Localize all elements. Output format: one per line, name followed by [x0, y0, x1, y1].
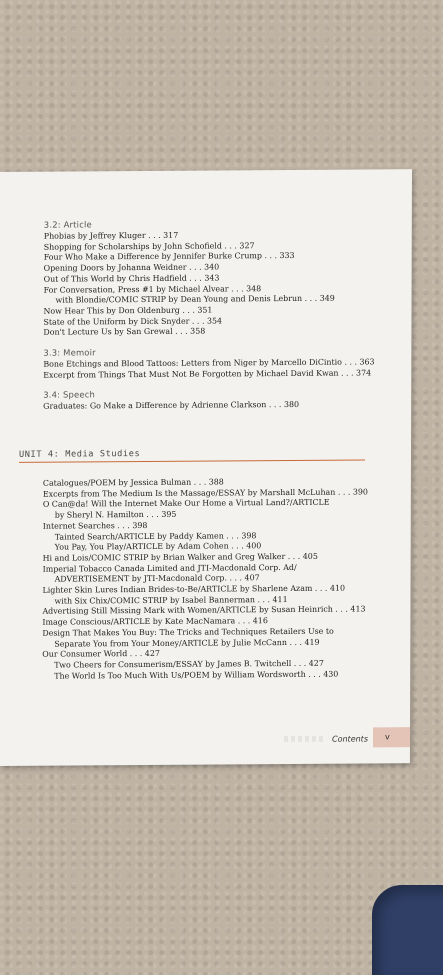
section-title: 3.3: Memoir: [43, 347, 96, 358]
toc-entry-sub: Separate You from Your Money/ARTICLE by Julie McCann . . . 419: [54, 637, 320, 649]
toc-entry-sub: You Pay, You Play/ARTICLE by Adam Cohen . . . 400: [54, 541, 262, 552]
toc-entry: Shopping for Scholarships by John Schofield . . . 327: [43, 240, 255, 252]
toc-entry: Image Conscious/ARTICLE by Kate MacNamara . . . 416: [42, 616, 268, 627]
section-title: 3.2: Article: [43, 219, 92, 230]
toc-entry: Excerpt from Things That Must Not Be Forgotten by Michael David Kwan . . . 374: [43, 368, 372, 380]
toc-entry: Phobias by Jeffrey Kluger . . . 317: [43, 230, 179, 241]
page-number: v: [385, 732, 390, 742]
toc-entry-sub: Tainted Search/ARTICLE by Paddy Kamen . . . 398: [54, 530, 257, 542]
toc-entry: For Conversation, Press #1 by Michael Alvear . . . 348: [43, 283, 262, 295]
section-3-3: [43, 345, 403, 381]
section-3-4: [43, 388, 403, 413]
toc-entry: O Can@da! Will the Internet Make Our Home a Virtual Land?/ARTICLE: [42, 498, 330, 510]
toc-entry: Internet Searches . . . 398: [42, 520, 148, 531]
toc-entry: State of the Uniform by Dick Snyder . . . 354: [43, 316, 223, 327]
toc-entry-sub: with Six Chix/COMIC STRIP by Isabel Bannerman . . . 411: [54, 594, 288, 606]
toc-entry: Imperial Tobacco Canada Limited and JTI-Macdonald Corp. Ad/: [42, 562, 297, 574]
unit-heading: UNIT 4: Media Studies: [19, 447, 365, 462]
toc-entry-sub: by Sheryl N. Hamilton . . . 395: [54, 509, 177, 520]
section-title: 3.4: Speech: [43, 389, 96, 401]
toc-entry: Advertising Still Missing Mark with Women/ARTICLE by Susan Heinrich . . . 413: [42, 604, 366, 617]
toc-entry-sub: with Blondie/COMIC STRIP by Dean Young and Denis Lebrun . . . 349: [55, 293, 335, 305]
section-3-2: [43, 217, 403, 339]
unit-entries: [42, 476, 403, 682]
toc-entry: Excerpts from The Medium Is the Massage/ESSAY by Marshall McLuhan . . . 390: [42, 487, 368, 499]
toc-entry: Design That Makes You Buy: The Tricks and Techniques Retailers Use to: [42, 626, 334, 638]
footer-label: Contents: [331, 734, 369, 744]
toc-entry: Four Who Make a Difference by Jennifer Burke Crump . . . 333: [43, 251, 295, 263]
toc-entry: Bone Etchings and Blood Tattoos: Letters from Niger by Marcello DiCintio . . . 363: [43, 357, 375, 369]
toc-entry: Lighter Skin Lures Indian Brides-to-Be/ARTICLE by Sharlene Azam . . . 410: [42, 583, 346, 595]
toc-entry: Hi and Lois/COMIC STRIP by Brian Walker and Greg Walker . . . 405: [42, 551, 318, 563]
jeans-sleeve: [372, 885, 443, 975]
book-page: [0, 169, 412, 766]
toc-entry: Out of This World by Chris Hadfield . . . 343: [43, 273, 220, 284]
bleed-through-text: [284, 736, 324, 742]
toc-entry: Graduates: Go Make a Difference by Adrienne Clarkson . . . 380: [43, 400, 300, 412]
toc-entry: Catalogues/POEM by Jessica Bulman . . . 388: [42, 477, 224, 488]
toc-sections: [43, 217, 404, 413]
toc-entry: Now Hear This by Don Oldenburg . . . 351: [43, 305, 213, 316]
toc-entry-sub: The World Is Too Much With Us/POEM by William Wordsworth . . . 430: [54, 669, 339, 681]
toc-entry-sub: ADVERTISEMENT by JTI-Macdonald Corp. . . . 407: [54, 573, 260, 584]
toc-entry: Don't Lecture Us by San Grewal . . . 358: [43, 326, 206, 338]
toc-entry: Our Consumer World . . . 427: [42, 649, 160, 659]
page-number-tab: [373, 727, 410, 747]
toc-entry: Opening Doors by Johanna Weidner . . . 340: [43, 262, 220, 273]
toc-entry-sub: Two Cheers for Consumerism/ESSAY by James B. Twitchell . . . 427: [54, 658, 324, 670]
